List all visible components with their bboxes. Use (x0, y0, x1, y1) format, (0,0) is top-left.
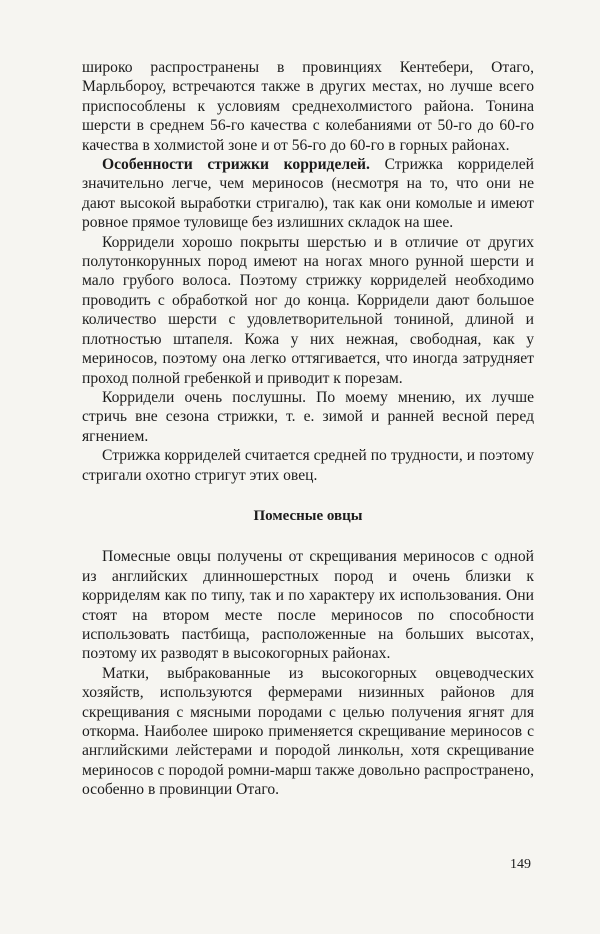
paragraph-lead-text: Стрижка корриделей значительно легче, чем мериносов (несмотря на то, что они не дают высокой выработки стригалю), так как они комолые и имеют ровное прямое туловище без излишних складок на шее. (82, 156, 535, 232)
paragraph-crossbred-origin: Помесные овцы получены от скрещивания мериносов с одной из английских длинношерстных пород и очень близки к корриделям как по типу, так и по характеру их использования. Они стоят на втором месте после мериносов по способности использовать пастбища, расположенные на больших высотах, поэтому их разводят в высокогорных районах. (82, 548, 534, 663)
page-number: 149 (510, 857, 531, 872)
paragraph-difficulty: Стрижка корриделей считается средней по трудности, и поэтому стригали охотно стригут этих овец. (82, 447, 534, 484)
paragraph-shearing-features (82, 155, 534, 233)
paragraph-wool-coverage: Корридели хорошо покрыты шерстью и в отличие от других полутонкорунных пород имеют на ногах много рунной шерсти и мало грубого волоса. Поэтому стрижку корриделей необходимо проводить с обработкой ног до конца. Корридели дают большое количество шерсти с удовлетворительной тониной, длиной и плотностью штапеля. Кожа у них нежная, свободная, как у мериносов, поэтому она легко оттягивается, что иногда затрудняет проход полной гребенкой и приводит к порезам. (82, 233, 534, 387)
paragraph-lead-heading: Особенности стрижки корриделей. (102, 156, 370, 174)
section-heading-crossbred: Помесные овцы (253, 507, 363, 524)
paragraph-crossbred-ewes: Матки, выбракованные из высокогорных овцеводческих хозяйств, используются фермерами низинных районов для скрещивания с мясными породами с целью получения ягнят для откорма. Наиболее широко применяется скрещивание мериносов с английскими лейстерами и породой линкольн, хотя скрещивание мериносов с породой ромни-марш также довольно распространено, особенно в провинции Отаго. (82, 664, 534, 799)
book-page (82, 58, 534, 800)
paragraph-temperament: Корридели очень послушны. По моему мнению, их лучше стричь вне сезона стрижки, т. е. зимой и ранней весной перед ягнением. (82, 388, 534, 445)
paragraph-continuation: широко распространены в провинциях Кентебери, Отаго, Марльбороу, встречаются также в других местах, но лучше всего приспособлены к условиям среднехолмистого района. Тонина шерсти в среднем 56-го качества с колебаниями от 50-го до 60-го качества в холмистой зоне и от 56-го до 60-го в горных районах. (82, 59, 534, 154)
